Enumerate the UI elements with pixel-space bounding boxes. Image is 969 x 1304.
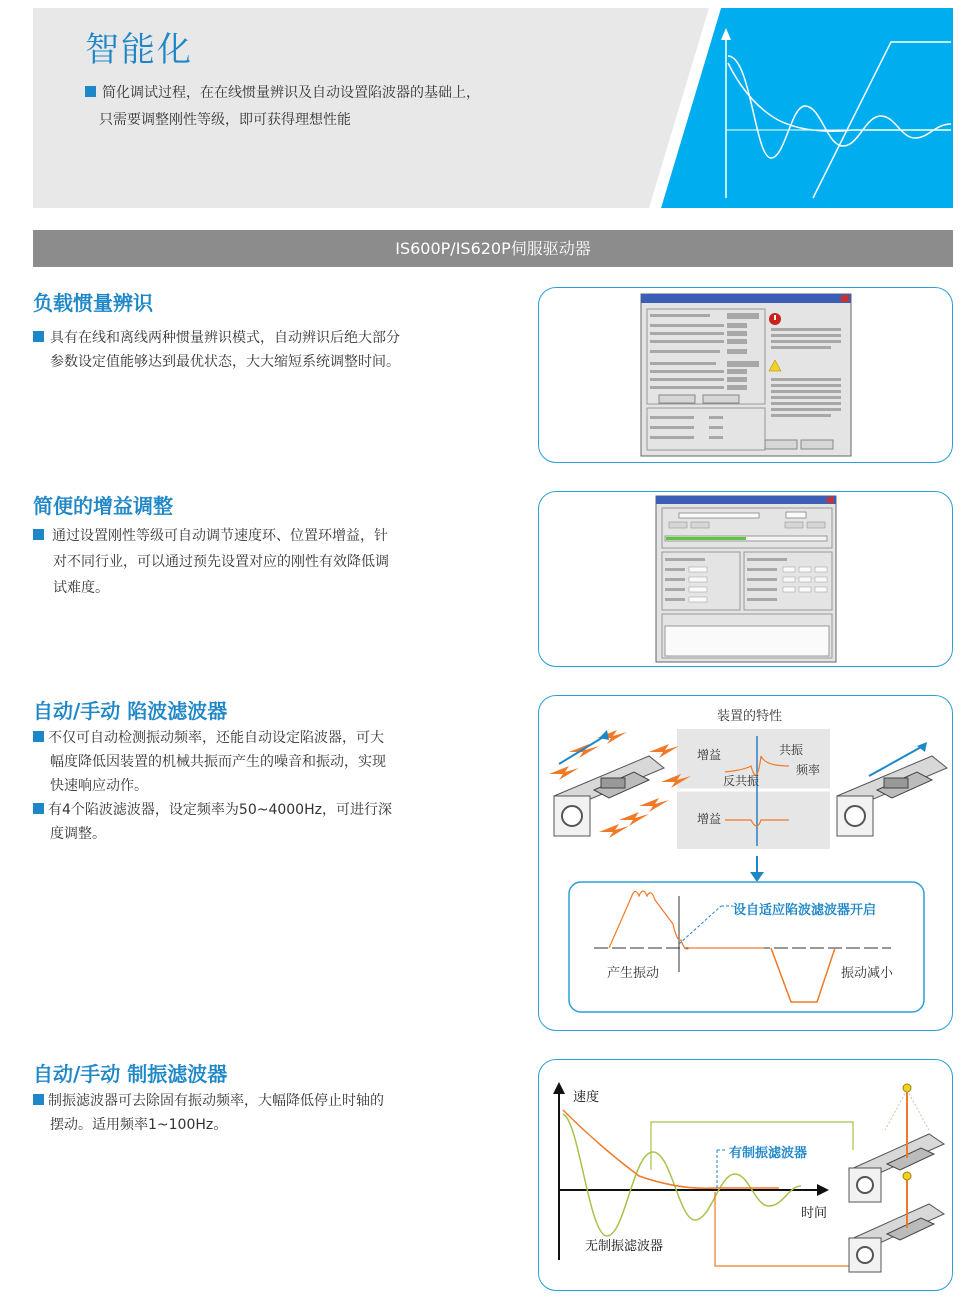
product-name-bar: IS600P/IS620P伺服驱动器 [33, 230, 953, 267]
section-text-notch: 不仅可自动检测振动频率，还能自动设定陷波器，可大 幅度降低因装置的机械共振而产生的噪音和振动，实现 快速响应动作。 有4个陷波滤波器，设定频率为50~4000Hz，可进行深 度调整。 [33, 726, 392, 846]
gain-label-bottom: 增益 [697, 812, 722, 826]
vibration-occurs-label: 产生振动 [607, 966, 660, 981]
section-title-inertia: 负载惯量辨识 [33, 291, 153, 315]
inertia-dialog-panel [538, 287, 953, 463]
bullet-square-icon [33, 803, 44, 814]
adaptive-notch-callout: 设自适应陷波滤波器开启 [733, 903, 877, 918]
stable-actuator-illustration [837, 742, 947, 836]
device-characteristics-title: 装置的特性 [717, 709, 783, 724]
section-text-vibration: 制振滤波器可去除固有振动频率，大幅降低停止时轴的 摆动。适用频率1~100Hz。 [33, 1089, 384, 1137]
vibration-filter-diagram [539, 1060, 952, 1290]
notch-filter-panel [538, 695, 953, 1031]
gain-label-top: 增益 [697, 748, 722, 762]
anti-resonance-label: 反共振 [723, 774, 760, 788]
inertia-dialog-screenshot [539, 288, 952, 462]
speed-axis-label: 速度 [573, 1090, 600, 1105]
gain-dialog-screenshot [539, 492, 952, 666]
section-text-inertia: 具有在线和离线两种惯量辨识模式，自动辨识后绝大部分 参数设定值能够达到最优状态，大大缩短系统调整时间。 [33, 326, 400, 374]
section-title-notch: 自动/手动 陷波滤波器 [33, 699, 228, 723]
with-filter-label: 有制振滤波器 [729, 1146, 808, 1161]
time-axis-label: 时间 [801, 1206, 828, 1221]
gain-dialog-panel [538, 491, 953, 667]
section-title-gain: 简便的增益调整 [33, 494, 173, 518]
without-filter-label: 无制振滤波器 [585, 1239, 664, 1254]
frequency-label: 频率 [796, 763, 821, 777]
hero-description: 简化调试过程，在在线惯量辨识及自动设置陷波器的基础上， 只需要调整刚性等级，即可获得理想性能 [85, 80, 480, 134]
section-text-gain: 通过设置刚性等级可自动调节速度环、位置环增益，针 对不同行业，可以通过预先设置对应的刚性有效降低调 试难度。 [33, 523, 389, 601]
resonance-label: 共振 [779, 743, 804, 757]
swinging-actuator-illustration [849, 1084, 944, 1202]
section-title-vibration: 自动/手动 制振滤波器 [33, 1062, 228, 1086]
bullet-square-icon [33, 529, 44, 540]
page-title: 智能化 [85, 30, 193, 70]
vibration-filter-panel [538, 1059, 953, 1291]
vibrating-actuator-illustration [549, 730, 691, 838]
bullet-square-icon [33, 1094, 44, 1105]
bullet-square-icon [33, 731, 44, 742]
vibration-reduced-label: 振动减小 [841, 966, 894, 981]
bullet-square-icon [85, 86, 96, 97]
bullet-square-icon [33, 331, 44, 342]
